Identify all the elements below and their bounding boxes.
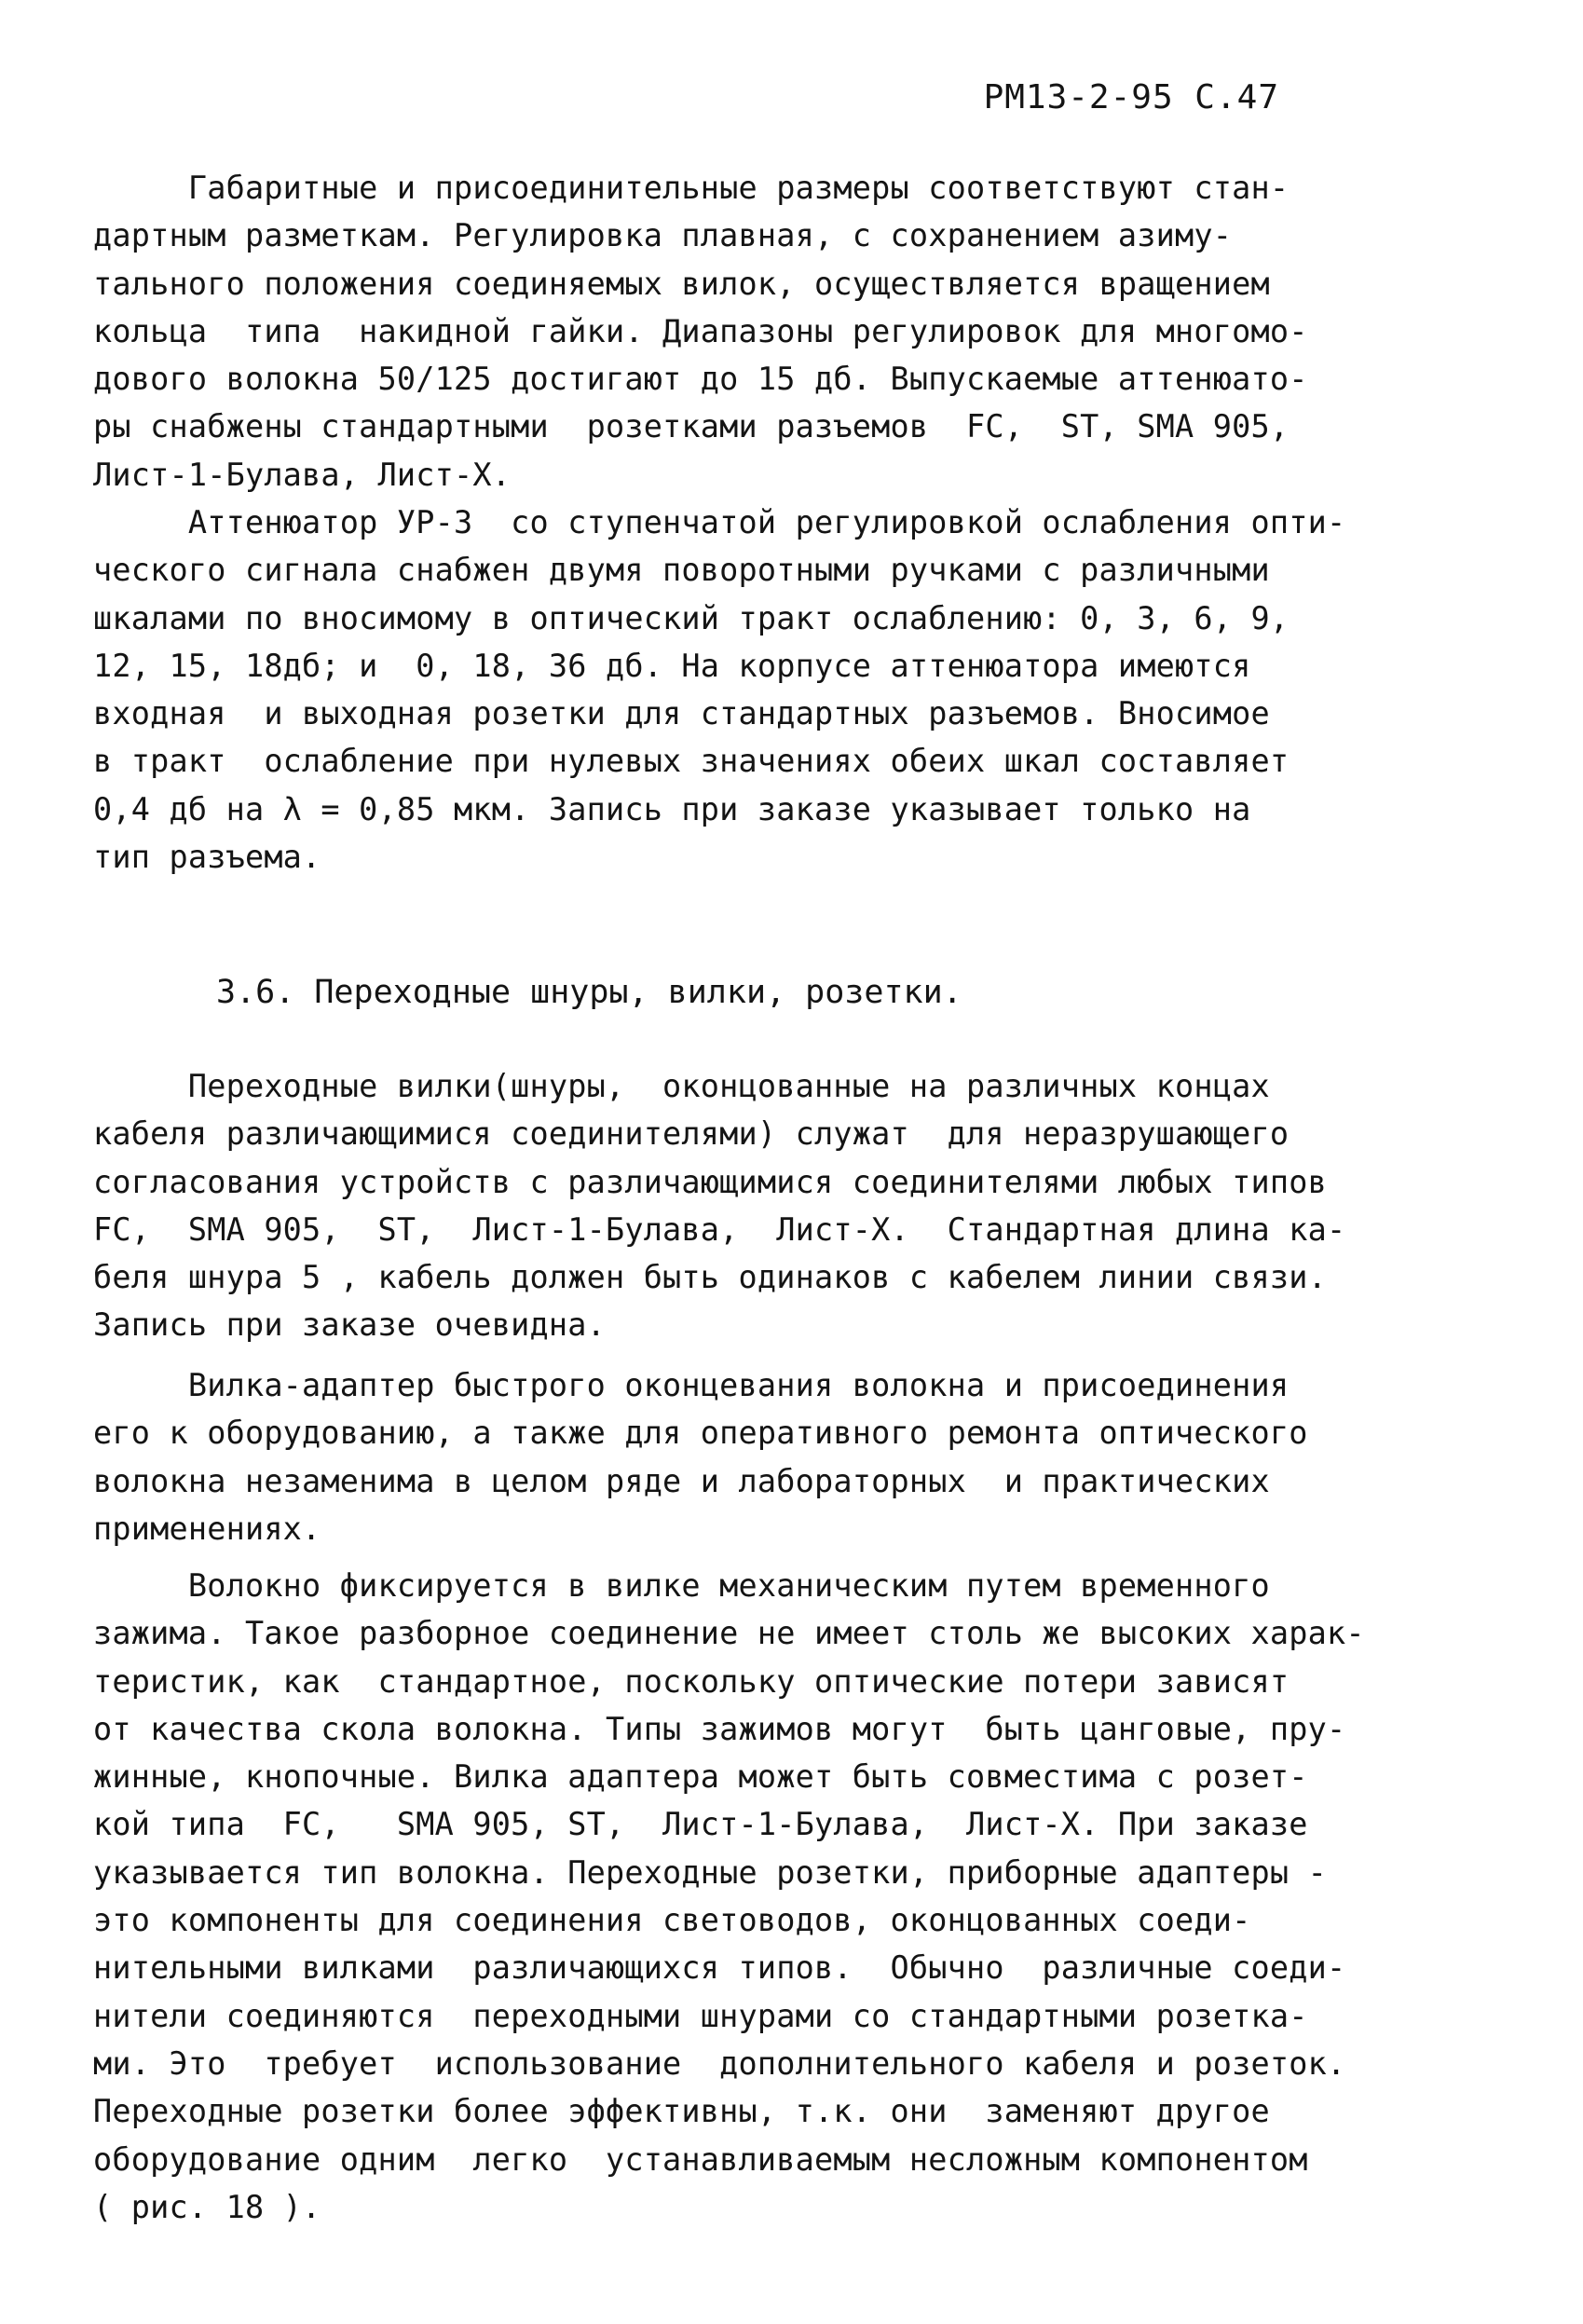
paragraph-fiber-fixing xyxy=(93,1562,1435,2231)
text-line: жинные, кнопочные. Вилка адаптера может быть совместима с розет- xyxy=(93,1758,1308,1796)
text-line: кабеля различающимися соединителями) служат для неразрушающего xyxy=(93,1115,1290,1153)
text-line: шкалами по вносимому в оптический тракт ослаблению: 0, 3, 6, 9, xyxy=(93,599,1290,636)
text-line: 0,4 дб на λ = 0,85 мкм. Запись при заказе указывает только на xyxy=(93,790,1251,827)
text-line: в тракт ослабление при нулевых значениях обеих шкал составляет xyxy=(93,743,1290,780)
text-line: от качества скола волокна. Типы зажимов могут быть цанговые, пру- xyxy=(93,1710,1346,1747)
text-line: кой типа FC, SMA 905, ST, Лист-1-Булава, Лист-Х. При заказе xyxy=(93,1806,1308,1843)
page-header-doc-ref: РМ13-2-95 С.47 xyxy=(983,78,1279,116)
text-line: кольца типа накидной гайки. Диапазоны регулировок для многомо- xyxy=(93,312,1308,349)
text-line: Переходные вилки(шнуры, оконцованные на различных концах xyxy=(93,1068,1270,1104)
text-line: согласования устройств с различающимися соединителями любых типов xyxy=(93,1163,1327,1200)
text-line: ( рис. 18 ). xyxy=(93,2188,321,2225)
text-line: Лист-1-Булава, Лист-Х. xyxy=(93,456,512,493)
text-line: нительными вилками различающихся типов. Обычно различные соеди- xyxy=(93,1949,1346,1987)
text-line: дового волокна 50/125 достигают до 15 дб. Выпускаемые аттенюато- xyxy=(93,361,1308,398)
text-line: дартным разметкам. Регулировка плавная, с сохранением азиму- xyxy=(93,217,1233,254)
text-line: Вилка-адаптер быстрого оконцевания волокна и присоединения xyxy=(93,1367,1290,1403)
text-line: 12, 15, 18дб; и 0, 18, 36 дб. На корпусе аттенюатора имеются xyxy=(93,647,1251,684)
section-heading: 3.6. Переходные шнуры, вилки, розетки. xyxy=(216,974,962,1011)
text-line: применениях. xyxy=(93,1510,321,1547)
text-line: FC, SMA 905, ST, Лист-1-Булава, Лист-Х. Стандартная длина ка- xyxy=(93,1210,1346,1248)
text-line: оборудование одним легко устанавливаемым несложным компонентом xyxy=(93,2140,1308,2178)
text-line: тального положения соединяемых вилок, осуществляется вращением xyxy=(93,265,1270,302)
text-line: это компоненты для соединения световодов, оконцованных соеди- xyxy=(93,1902,1251,1939)
text-line: указывается тип волокна. Переходные розетки, приборные адаптеры - xyxy=(93,1853,1327,1891)
text-line: входная и выходная розетки для стандартных разъемов. Вносимое xyxy=(93,695,1270,732)
text-line: Волокно фиксируется в вилке механическим путем временного xyxy=(93,1567,1270,1604)
paragraph-plug-adapter xyxy=(93,1361,1435,1552)
paragraph-dimensions xyxy=(93,164,1435,499)
text-line: волокна незаменима в целом ряде и лабораторных и практических xyxy=(93,1462,1270,1499)
text-line: Переходные розетки более эффективны, т.к. они заменяют другое xyxy=(93,2093,1270,2130)
text-line: тип разъема. xyxy=(93,839,321,876)
text-line: Габаритные и присоединительные размеры соответствуют стан- xyxy=(93,170,1290,206)
text-line: ческого сигнала снабжен двумя поворотными ручками с различными xyxy=(93,552,1270,589)
text-line: Запись при заказе очевидна. xyxy=(93,1306,606,1344)
text-line: нители соединяются переходными шнурами со стандартными розетка- xyxy=(93,1997,1308,2034)
text-line: зажима. Такое разборное соединение не имеет столь же высоких харак- xyxy=(93,1615,1365,1652)
text-line: его к оборудованию, а также для оперативного ремонта оптического xyxy=(93,1415,1308,1452)
text-line: ры снабжены стандартными розетками разъемов FC, ST, SMA 905, xyxy=(93,408,1290,445)
text-line: беля шнура 5 , кабель должен быть одинаков с кабелем линии связи. xyxy=(93,1259,1327,1296)
text-line: ми. Это требует использование дополнительного кабеля и розеток. xyxy=(93,2044,1346,2082)
paragraph-attenuator-ur3 xyxy=(93,499,1435,881)
text-line: Аттенюатор УР-3 со ступенчатой регулировкой ослабления опти- xyxy=(93,504,1346,540)
paragraph-adapter-cords xyxy=(93,1062,1435,1349)
text-line: теристик, как стандартное, поскольку оптические потери зависят xyxy=(93,1662,1290,1700)
